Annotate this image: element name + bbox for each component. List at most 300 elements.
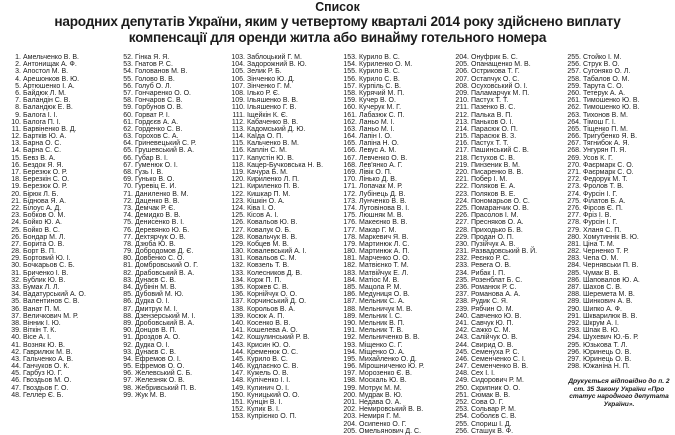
list-item-name: Сюмак В. В. (471, 391, 511, 399)
list-item-name: Тарута С. О. (583, 82, 624, 90)
list-item-name: Возняк Ю. В. (23, 341, 65, 349)
list-item (338, 147, 450, 154)
list-item (2, 219, 114, 226)
list-item (114, 54, 226, 61)
list-item-name: Дроздов А. О. (135, 334, 181, 342)
list-item-number: 146. (231, 363, 245, 371)
list-item-number: 3. (15, 68, 21, 76)
list-item-name: Семенуха Р. С. (471, 348, 520, 356)
list-item-number: 163. (343, 125, 357, 133)
list-item (450, 54, 562, 61)
list-item (226, 76, 338, 83)
list-item-name: Кацер-Бучковська Н. В. (247, 161, 324, 169)
list-item-number: 165. (343, 140, 357, 148)
list-item-number: 166. (343, 147, 357, 155)
list-item (226, 399, 338, 406)
list-item-number: 196. (343, 363, 357, 371)
list-item (2, 162, 114, 169)
list-item-number: 12. (11, 133, 21, 141)
list-item-number: 145. (231, 355, 245, 363)
list-item (450, 377, 562, 384)
list-item-number: 208. (455, 82, 469, 90)
list-item-number: 172. (343, 190, 357, 198)
list-item-number: 181. (343, 255, 357, 263)
list-item-name: Горохов С. А. (135, 133, 179, 141)
list-item-number: 2. (15, 61, 21, 69)
list-item-number: 147. (231, 370, 245, 378)
list-item-number: 68. (123, 169, 133, 176)
list-item-number: 21. (11, 197, 21, 205)
list-item-name: Омельянович Д. С. (359, 427, 422, 435)
list-item-number: 99. (123, 391, 133, 399)
list-item-name: Кучерук М. Г. (359, 104, 402, 112)
list-item-name: Домбровський О. Г. (135, 262, 199, 270)
list-item-name: Каплін С. М. (247, 147, 287, 155)
list-item (338, 385, 450, 392)
list-item (338, 83, 450, 90)
list-item-number: 116. (231, 147, 245, 155)
list-item (562, 212, 674, 219)
list-item-name: Романова А. А. (471, 291, 521, 299)
list-item (226, 97, 338, 104)
list-item-number: 156. (343, 75, 357, 83)
list-item-name: Барвіненко В. Д. (23, 125, 77, 133)
list-item-name: Крисин Ю. О. (247, 341, 291, 349)
list-item-number: 220. (455, 169, 469, 176)
list-item-number: 178. (343, 233, 357, 241)
list-item (562, 162, 674, 169)
list-item (562, 183, 674, 190)
list-item-number: 275. (567, 197, 581, 205)
list-item-number: 159. (343, 97, 357, 105)
list-item-name: Продан О. П. (471, 233, 514, 241)
list-item-name: Пресняков О. А. (471, 219, 524, 227)
list-item-name: Гриневецький С. Р. (135, 140, 197, 148)
list-item (562, 255, 674, 262)
list-column-1 (2, 54, 114, 419)
list-item-name: Помаранчик О. В. (471, 204, 529, 212)
list-item-number: 143. (231, 341, 245, 349)
list-item-number: 296. (567, 348, 581, 356)
list-item-name: Макеєнко В. В. (359, 219, 408, 227)
list-item-number: 238. (455, 298, 469, 306)
list-item-name: Салійчук О. В. (471, 334, 518, 342)
list-item-number: 52. (123, 54, 133, 61)
list-item-name: Гончаренко О. О. (135, 89, 191, 97)
list-item-number: 17. (11, 169, 21, 176)
list-item-number: 123. (231, 197, 245, 205)
list-item-name: Заблоцький Г. М. (247, 54, 302, 61)
list-item (226, 191, 338, 198)
list-item-number: 281. (567, 240, 581, 248)
list-item-number: 43. (11, 355, 21, 363)
list-item-number: 97. (123, 377, 133, 385)
list-item-name: Горват Р. І. (135, 111, 170, 119)
list-item-name: Юзькова Т. Л. (583, 341, 628, 349)
list-item-number: 46. (11, 377, 21, 385)
list-item (562, 363, 674, 370)
list-item-name: Бартків Ю. А. (23, 133, 67, 141)
list-item-name: Даценко В. В. (135, 197, 180, 205)
list-item (2, 112, 114, 119)
list-item-name: Бірюк Л. Б. (23, 190, 59, 198)
list-item-number: 115. (231, 140, 245, 148)
list-item (450, 356, 562, 363)
list-item-name: Березюк О. Р. (23, 169, 68, 176)
list-item-name: Пазенко В. С. (471, 104, 516, 112)
list-item (338, 183, 450, 190)
list-item (562, 61, 674, 68)
list-item-number: 106. (231, 75, 245, 83)
list-item-number: 126. (231, 219, 245, 227)
list-item-name: Демидко В. В. (135, 212, 181, 220)
list-item (450, 219, 562, 226)
list-item-number: 280. (567, 233, 581, 241)
list-item-name: Куліченко І. І. (247, 377, 291, 385)
list-item-name: Лабазюк С. П. (359, 111, 405, 119)
list-item-name: Міщенко О. А. (359, 348, 405, 356)
list-item (226, 342, 338, 349)
list-item (338, 248, 450, 255)
list-item (450, 83, 562, 90)
list-item (338, 428, 450, 435)
list-item-number: 141. (231, 327, 245, 335)
list-item-number: 264. (567, 118, 581, 126)
list-item-number: 261. (567, 97, 581, 105)
list-item-name: Хланя С. П. (583, 226, 622, 234)
list-item-number: 212. (455, 111, 469, 119)
list-item-name: Свирид О. В. (471, 341, 514, 349)
list-item-number: 279. (567, 226, 581, 234)
list-item-number: 267. (567, 140, 581, 148)
list-item-name: Ціна Т. М. (583, 240, 615, 248)
list-item (562, 219, 674, 226)
list-item-number: 201. (343, 399, 357, 406)
list-item-name: Лопачак М. Р. (359, 183, 403, 191)
list-item-number: 282. (567, 248, 581, 256)
list-item-name: Філатов Б. А. (583, 197, 626, 205)
list-item (2, 356, 114, 363)
list-item (226, 162, 338, 169)
list-item (114, 90, 226, 97)
list-item-name: Савчук Ю. П. (471, 319, 514, 327)
list-item-number: 236. (455, 284, 469, 291)
list-item-number: 64. (123, 140, 133, 148)
list-item-name: Голуб О. Л. (135, 82, 172, 90)
list-item-number: 256. (567, 61, 581, 69)
list-item-name: Амельченко В. В. (23, 54, 79, 61)
list-item-number: 122. (231, 190, 245, 198)
list-item-name: Гарбуз Ю. Г. (23, 370, 63, 378)
list-item-number: 134. (231, 276, 245, 284)
list-item (2, 377, 114, 384)
subtitle-line-2: компенсації для оренди житла або винайму готельного номера (128, 30, 547, 45)
list-item-name: Куницький О. О. (247, 391, 300, 399)
list-item-name: Гунько В. О. (135, 176, 175, 184)
list-item (562, 320, 674, 327)
list-item (114, 76, 226, 83)
list-item-number: 103. (231, 54, 245, 61)
list-item-number: 278. (567, 219, 581, 227)
list-item-number: 194. (343, 348, 357, 356)
list-item-name: Величкович М. Р. (23, 312, 79, 320)
list-item-name: Зінченко Ю. Д. (247, 75, 295, 83)
list-item-number: 193. (343, 341, 357, 349)
list-item (450, 298, 562, 305)
list-item-name: Кириленко Л. П. (247, 176, 300, 184)
list-item-number: 32. (11, 276, 21, 284)
list-item-name: Паламарчук М. П. (471, 89, 530, 97)
list-item-number: 160. (343, 104, 357, 112)
list-item-number: 257. (567, 68, 581, 76)
list-item-name: Лінько Д. В. (359, 176, 397, 184)
list-item (226, 270, 338, 277)
list-item-name: Курячий М. П. (359, 89, 405, 97)
list-item-name: Гуменюк О. І. (135, 161, 178, 169)
list-item-name: Рябчин О. М. (471, 305, 514, 313)
list-item-name: Москаль Ю. В. (359, 377, 407, 385)
list-item-name: Федорук М. Т. (583, 176, 628, 184)
list-item (338, 234, 450, 241)
list-item (226, 61, 338, 68)
list-item-name: Шинкович А. В. (583, 298, 633, 306)
list-item-name: Мельничук М. В. (359, 305, 413, 313)
list-item-number: 295. (567, 341, 581, 349)
list-item (562, 155, 674, 162)
list-item-name: Бриченко І. В. (23, 269, 69, 277)
list-item-number: 200. (343, 391, 357, 399)
list-item-name: Фаєрмарк С. О. (583, 169, 634, 176)
list-item-name: Развадовський В. Й. (471, 248, 538, 256)
list-item-name: Апостол М. В. (23, 68, 69, 76)
list-item (226, 234, 338, 241)
list-item-number: 205. (455, 61, 469, 69)
list-item-name: Пастух Т. Т. (471, 140, 509, 148)
list-item-name: Юринець О. В. (583, 348, 632, 356)
list-item-name: Чумак В. В. (583, 269, 620, 277)
list-item (226, 155, 338, 162)
list-item-number: 79. (123, 248, 133, 256)
list-item (114, 277, 226, 284)
list-item-name: Лев'янко А. Г. (359, 161, 403, 169)
list-item-number: 80. (123, 255, 133, 263)
list-item (338, 327, 450, 334)
list-item-name: Коржев С. В. (247, 284, 289, 291)
list-item-number: 277. (567, 212, 581, 220)
list-item-name: Вісе А. І. (23, 334, 52, 342)
list-item-name: Бойко В. С. (23, 226, 60, 234)
list-item-name: Мельник І. С. (359, 312, 402, 320)
list-item (450, 241, 562, 248)
list-item-number: 117. (231, 154, 245, 162)
list-item-name: Бездок Я. Я. (23, 161, 64, 169)
list-item (562, 83, 674, 90)
list-item (2, 140, 114, 147)
list-item-name: Качура Б. М. (247, 169, 288, 176)
list-item (450, 421, 562, 428)
list-item-number: 224. (455, 197, 469, 205)
list-item-number: 265. (567, 125, 581, 133)
list-item-name: Железняк О. В. (135, 377, 185, 385)
list-item-number: 209. (455, 89, 469, 97)
list-item-name: Тімош Г. І. (583, 118, 616, 126)
list-item (226, 248, 338, 255)
list-item-name: Курило С. В. (359, 75, 400, 83)
list-item (114, 83, 226, 90)
list-item-number: 130. (231, 248, 245, 256)
list-item-name: Бочкарьов С. Б. (23, 262, 75, 270)
list-item-name: Кісов А. І. (247, 212, 279, 220)
list-item (338, 155, 450, 162)
list-item-name: Фаєрмарк С. О. (583, 161, 634, 169)
list-item-name: Черненко Т. Р. (583, 248, 629, 256)
list-item-number: 15. (11, 154, 21, 162)
list-item-number: 210. (455, 97, 469, 105)
list-item-number: 56. (123, 82, 133, 90)
list-item-number: 113. (231, 125, 245, 133)
list-item (450, 162, 562, 169)
list-item (450, 97, 562, 104)
list-item-name: Барна С. С. (23, 147, 62, 155)
list-item (114, 205, 226, 212)
list-item-number: 252. (455, 399, 469, 406)
list-item (2, 298, 114, 305)
list-item-number: 29. (11, 255, 21, 263)
list-item-name: Задорожний В. Ю. (247, 61, 307, 69)
list-item (338, 291, 450, 298)
list-item (2, 227, 114, 234)
list-item (114, 392, 226, 399)
list-item (114, 119, 226, 126)
list-item (114, 61, 226, 68)
list-item-number: 155. (343, 68, 357, 76)
list-item (226, 112, 338, 119)
list-item-name: Кучер В. О. (359, 97, 396, 105)
list-item (226, 255, 338, 262)
list-item (2, 198, 114, 205)
list-item-number: 94. (123, 355, 133, 363)
list-item-number: 84. (123, 284, 133, 291)
list-item-number: 286. (567, 276, 581, 284)
list-item-number: 173. (343, 197, 357, 205)
list-item-number: 54. (123, 68, 133, 76)
list-item-number: 185. (343, 284, 357, 291)
list-item (226, 349, 338, 356)
list-item-number: 203. (343, 413, 357, 421)
list-item-name: Балога І. І. (23, 111, 58, 119)
list-item-number: 104. (231, 61, 245, 69)
list-item-number: 124. (231, 204, 245, 212)
list-item-name: Унгурян П. Я. (583, 147, 627, 155)
list-item (450, 284, 562, 291)
list-item-number: 5. (15, 82, 21, 90)
list-item (338, 270, 450, 277)
list-item-name: Гнатов Р. С. (135, 61, 173, 69)
list-item-name: Гальченко А. В. (23, 355, 74, 363)
list-item-number: 39. (11, 327, 21, 335)
list-item (562, 97, 674, 104)
list-item (338, 162, 450, 169)
list-item-name: Лапіна Н. О. (359, 140, 399, 148)
list-item (450, 104, 562, 111)
list-item-number: 259. (567, 82, 581, 90)
list-item-number: 36. (11, 305, 21, 313)
list-item (114, 349, 226, 356)
list-item-number: 225. (455, 204, 469, 212)
list-item-name: Опанащенко М. В. (471, 61, 531, 69)
list-item-number: 266. (567, 133, 581, 141)
list-item-number: 192. (343, 334, 357, 342)
list-item-name: Байдюк Л. М. (23, 89, 66, 97)
list-item-number: 240. (455, 312, 469, 320)
list-item-number: 71. (123, 190, 133, 198)
list-item (450, 147, 562, 154)
list-item-number: 95. (123, 363, 133, 371)
list-item-number: 246. (455, 355, 469, 363)
list-item (2, 126, 114, 133)
list-item-name: Южаніна Н. П. (583, 363, 630, 371)
list-item (562, 90, 674, 97)
list-item (114, 126, 226, 133)
list-item-name: Купрієнко О. П. (247, 413, 297, 421)
list-item-number: 244. (455, 341, 469, 349)
list-item-number: 135. (231, 284, 245, 291)
list-item-number: 151. (231, 399, 245, 406)
list-item (338, 370, 450, 377)
list-item-name: Антонищак А. Ф. (23, 61, 77, 69)
list-item-number: 18. (11, 176, 21, 184)
list-item-name: Кужель О. В. (247, 370, 289, 378)
list-item-name: Бондар М. Л. (23, 233, 66, 241)
list-item-name: Матвієнко Т. М. (359, 262, 409, 270)
list-item-name: Ковзель Т. В. (247, 262, 290, 270)
list-item-number: 8. (15, 104, 21, 112)
list-item-number: 37. (11, 312, 21, 320)
list-item-number: 44. (11, 363, 21, 371)
list-item-number: 153. (231, 413, 245, 421)
list-item-name: Рибак І. П. (471, 269, 506, 277)
list-item (338, 313, 450, 320)
list-item-number: 162. (343, 118, 357, 126)
list-item-name: Демчак Р. Є. (135, 204, 176, 212)
list-item-number: 48. (11, 391, 21, 399)
list-item-number: 140. (231, 319, 245, 327)
list-item-name: Мартинюк А. П. (359, 248, 410, 256)
list-item-name: Березюк О. Р. (23, 183, 68, 191)
list-item-name: Кулинич О. І. (247, 384, 290, 392)
list-item-number: 179. (343, 240, 357, 248)
list-item-number: 187. (343, 298, 357, 306)
list-item-name: Кадомський Д. Ю. (247, 125, 306, 133)
list-item (226, 147, 338, 154)
list-item (226, 320, 338, 327)
list-item (562, 169, 674, 176)
list-item-number: 76. (123, 226, 133, 234)
list-item-number: 89. (123, 319, 133, 327)
list-item (2, 54, 114, 61)
list-item-name: Писаренко В. В. (471, 169, 524, 176)
list-item-number: 23. (11, 212, 21, 220)
list-item-name: Пинзеник В. М. (471, 161, 520, 169)
list-item-number: 255. (567, 54, 581, 61)
list-item-name: Дубінін М. В. (135, 284, 177, 291)
list-item-name: Табалов О. М. (583, 75, 630, 83)
list-item-name: Вінник І. Ю. (23, 319, 61, 327)
list-item (338, 262, 450, 269)
list-item-number: 274. (567, 190, 581, 198)
list-item-number: 211. (455, 104, 469, 112)
list-item-number: 215. (455, 133, 469, 141)
